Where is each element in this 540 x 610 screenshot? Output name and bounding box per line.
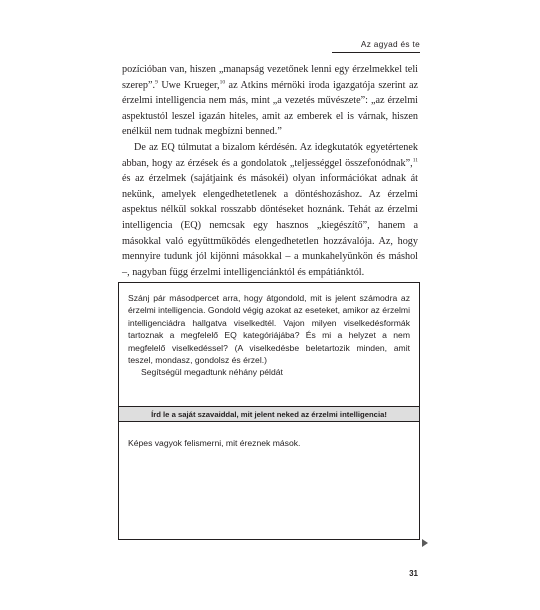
arrow-right-icon [422,539,428,547]
p2-text-b: és az érzelmek (sajátjaink és másokéi) olyan információkat adnak át nekünk, amelyek elengedhetetlenek a döntéshozáshoz. Az érzelmi aspektus nélkül sokkal rosszabb döntéseket hoznánk. Tehát az érzelmi intelligencia (EQ) nemcsak egy hasznos „kiegészítő”, hanem a másokkal való együttműködés elengedhetetlen hozzávalója. Az, hogy mennyire tudunk jól kijönni másokkal – a munkahelyünkön és máshol –, nagyban függ érzelmi intelligenciánktól és empátiánktól. [122,173,418,278]
header-rule [332,52,420,53]
paragraph-1 [122,62,418,140]
footnote-ref-11[interactable]: 11 [412,157,418,164]
running-head: Az agyad és te [360,39,420,49]
p1-text-b: Uwe Krueger, [157,79,220,91]
exercise-intro [128,292,410,379]
footnote-ref-9[interactable]: 9 [155,79,158,86]
body-text [122,62,418,280]
footnote-ref-10[interactable]: 10 [219,79,226,86]
exercise-box [118,282,420,540]
p1-text-c: az Atkins mérnöki iroda igazgatója szerint az érzelmi intelligencia nem más, mint „a vezetés művészete”: „az érzelmi aspektustól leszel igazán hiteles, amit az emberek el is várnak, hiszen enélkül nem tudnak megbízni benned.” [122,79,419,138]
exercise-example-answer[interactable]: Képes vagyok felismerni, mit éreznek mások. [128,438,301,448]
paragraph-2 [122,140,418,280]
exercise-instruction: Írd le a saját szavaiddal, mit jelent neked az érzelmi intelligencia! [119,406,419,422]
exercise-hint: Segítségül megadtunk néhány példát [141,367,283,378]
page-number: 31 [409,569,418,578]
p1-text-a: pozícióban van, hiszen „manapság vezetőnek lenni egy érzelmekkel teli szerep”. [122,64,418,91]
p2-text-a: De az EQ túlmutat a bizalom kérdésén. Az idegkutatók egyetértenek abban, hogy az érzések és a gondolatok „teljességgel összefonódnak”, [122,141,418,169]
exercise-intro-text: Szánj pár másodpercet arra, hogy átgondold, mit is jelent számodra az érzelmi intelligencia. Gondold végig azokat az eseteket, amikor az érzelmi intelligenciádra hallgatva viselkedtél. Vajon milyen viselkedésformák tartoznak a megfelelő EQ kategóriájába? És mi a helyzet a nem megfelelő viselkedéssel? (A viselkedésbe beletartozik minden, amit teszel, mondasz, gondolsz és érzel.) [128,293,410,366]
